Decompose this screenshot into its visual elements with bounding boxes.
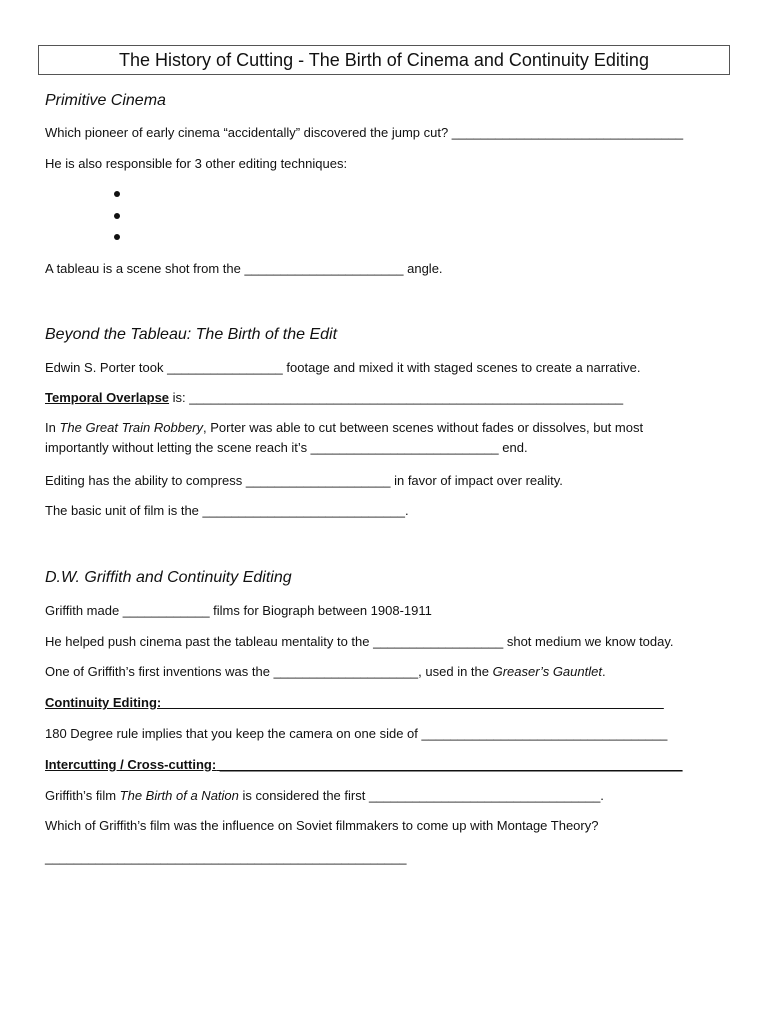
term-continuity-editing: Continuity Editing: _____________________________________________________________________ — [45, 695, 664, 710]
film-title-greasers-gauntlet: Greaser’s Gauntlet — [492, 664, 602, 679]
bullet-point — [114, 191, 120, 197]
question-continuity-editing — [45, 695, 664, 711]
question-intercutting — [45, 757, 683, 773]
question-great-train-robbery — [45, 418, 695, 458]
question-text: , Porter was able to cut between scenes without fades or dissolves, but most importantly without letting the scene reach it’s __________________________ end. — [45, 420, 644, 455]
question-temporal-overlapse — [45, 390, 623, 406]
question-text: . — [601, 664, 606, 679]
question-intercutting-blank: ________________________________________________________________ — [216, 757, 683, 772]
section-heading-primitive-cinema: Primitive Cinema — [45, 92, 166, 109]
term-temporal-overlapse: Temporal Overlapse — [45, 390, 170, 405]
question-180-degree-rule: 180 Degree rule implies that you keep the camera on one side of __________________________________ — [45, 726, 668, 741]
term-intercutting: Intercutting / Cross-cutting: — [45, 757, 217, 772]
answer-blank-montage-theory: __________________________________________________ — [45, 850, 407, 865]
question-porter-footage: Edwin S. Porter took ________________ footage and mixed it with staged scenes to create a narrative. — [45, 360, 641, 375]
question-editing-techniques: He is also responsible for 3 other editing techniques: — [45, 156, 348, 171]
question-jump-cut-pioneer: Which pioneer of early cinema “accidentally” discovered the jump cut? ________________________________ — [45, 125, 684, 140]
section-heading-griffith: D.W. Griffith and Continuity Editing — [45, 569, 292, 586]
page-title-text: The History of Cutting - The Birth of Cinema and Continuity Editing — [119, 49, 649, 70]
question-tableau-angle: A tableau is a scene shot from the ______________________ angle. — [45, 261, 443, 276]
question-temporal-overlapse-blank: is: ____________________________________________________________ — [169, 390, 624, 405]
question-editing-compress: Editing has the ability to compress ____________________ in favor of impact over reality. — [45, 473, 563, 488]
question-text: Griffith’s film — [45, 788, 120, 803]
question-text: One of Griffith’s first inventions was the ____________________, used in the — [45, 664, 493, 679]
question-birth-of-a-nation — [45, 788, 604, 804]
question-text: is considered the first ________________________________. — [238, 788, 604, 803]
film-title-great-train-robbery: The Great Train Robbery — [59, 420, 204, 435]
question-griffith-films: Griffith made ____________ films for Biograph between 1908-1911 — [45, 603, 432, 618]
film-title-birth-of-a-nation: The Birth of a Nation — [119, 788, 239, 803]
question-montage-theory: Which of Griffith’s film was the influence on Soviet filmmakers to come up with Montage Theory? — [45, 818, 599, 833]
page-title — [38, 45, 730, 75]
question-text: In — [45, 420, 60, 435]
bullet-point — [114, 213, 120, 219]
bullet-point — [114, 234, 120, 240]
question-griffith-invention — [45, 664, 606, 680]
section-heading-beyond-tableau: Beyond the Tableau: The Birth of the Edit — [45, 326, 338, 343]
question-basic-unit: The basic unit of film is the ____________________________. — [45, 503, 409, 518]
question-shot-medium: He helped push cinema past the tableau mentality to the __________________ shot medium we know today. — [45, 634, 674, 649]
